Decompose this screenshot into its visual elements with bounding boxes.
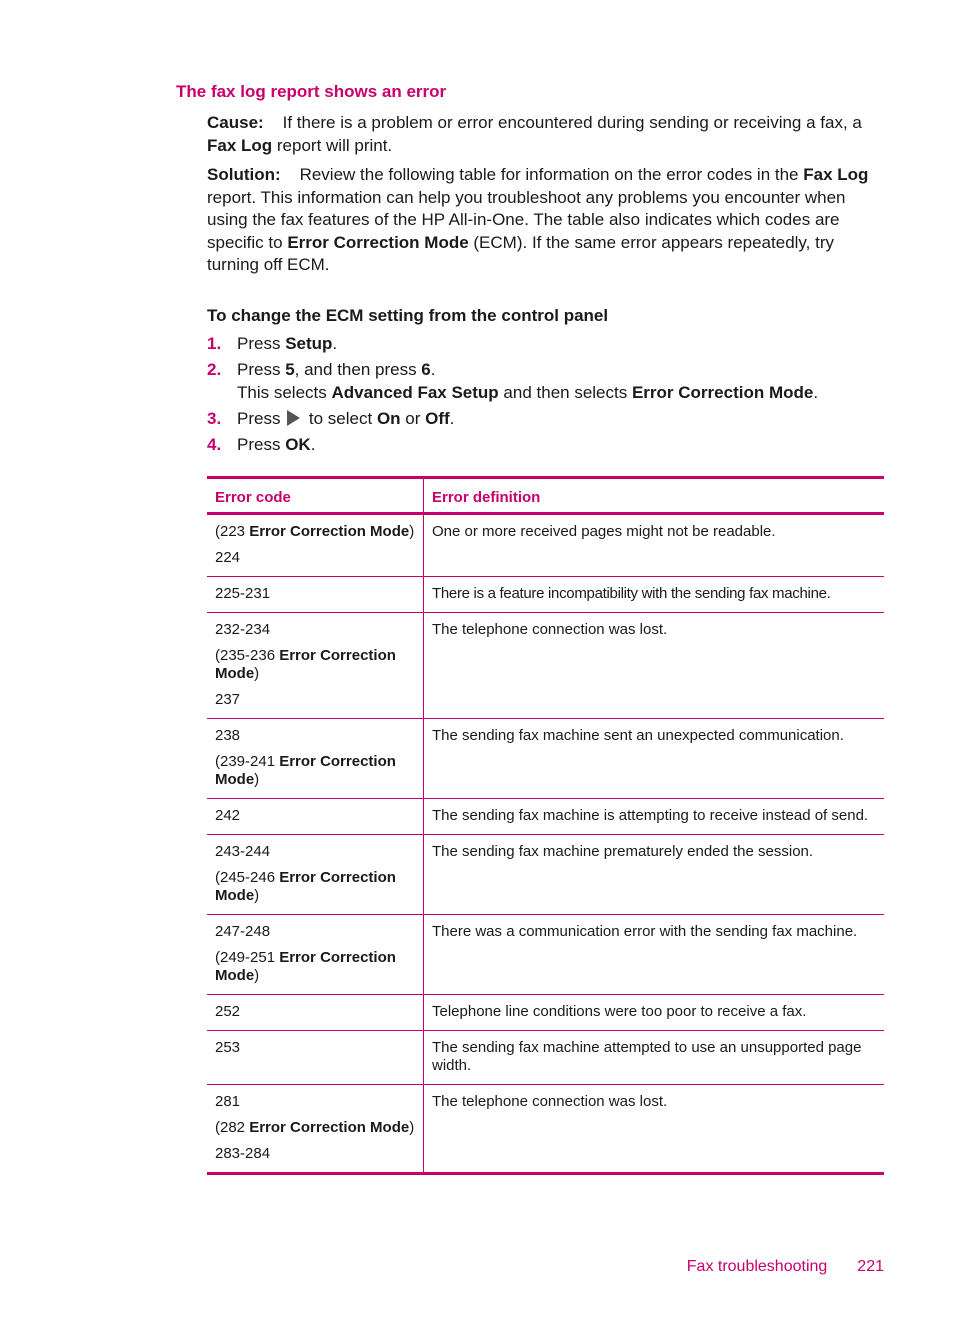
step-number: 4. (207, 435, 222, 454)
step-4 (207, 433, 885, 456)
error-code-cell (207, 799, 424, 835)
step-number: 3. (207, 409, 222, 428)
step-text: Press (237, 435, 286, 454)
step-text: . (449, 409, 455, 428)
page-number: 221 (857, 1258, 884, 1275)
error-code: 252 (215, 1003, 241, 1020)
step-text: Press (237, 409, 286, 428)
error-code: 242 (215, 807, 241, 824)
step-2 (207, 358, 885, 404)
error-code: (282 Error Correction Mode) (215, 1119, 415, 1136)
page-footer (687, 1258, 884, 1276)
code-text: (235-236 (215, 647, 280, 664)
step-bold: OK (285, 435, 311, 454)
error-code-cell (207, 514, 424, 577)
table-row (207, 1031, 884, 1085)
step-bold: On (376, 409, 401, 428)
error-definition-cell: Telephone line conditions were too poor to receive a fax. (424, 995, 885, 1031)
step-bold: 5 (285, 360, 295, 379)
error-code: (223 Error Correction Mode) (215, 523, 415, 540)
table-row (207, 577, 884, 613)
table-row (207, 613, 884, 719)
error-definition-cell: The sending fax machine is attempting to receive instead of send. (424, 799, 885, 835)
step-text: Press (237, 334, 286, 353)
step-bold: Error Correction Mode (631, 383, 814, 402)
ecm-label: Error Correction Mode (249, 523, 410, 540)
error-code: 237 (215, 691, 241, 708)
step-text: . (813, 383, 819, 402)
error-code-cell (207, 719, 424, 799)
column-header-error-definition: Error definition (424, 478, 885, 514)
error-code-cell (207, 995, 424, 1031)
error-code: 253 (215, 1039, 241, 1056)
error-code: 232-234 (215, 621, 271, 638)
error-definition-cell: The telephone connection was lost. (432, 1093, 668, 1110)
solution-bold-ecm: Error Correction Mode (287, 232, 469, 252)
error-code-cell (207, 613, 424, 719)
cause-text-end: report will print. (272, 135, 393, 155)
step-1 (207, 332, 885, 355)
step-text: Press (237, 360, 286, 379)
error-code: (245-246 Error Correction Mode) (215, 869, 396, 904)
solution-text: Review the following table for information on the error codes in the (299, 165, 804, 184)
code-text: (239-241 (215, 753, 280, 770)
error-code: 224 (215, 549, 241, 566)
code-text: (245-246 (215, 869, 280, 886)
ecm-label: Error Correction Mode (215, 949, 396, 984)
step-text: or (400, 409, 426, 428)
ecm-label: Error Correction Mode (249, 1119, 410, 1136)
error-code: 281 (215, 1093, 241, 1110)
step-bold: Setup (285, 334, 333, 353)
step-bold: Advanced Fax Setup (331, 383, 499, 402)
error-code: 283-284 (215, 1145, 271, 1162)
error-code: (239-241 Error Correction Mode) (215, 753, 396, 788)
error-code: 247-248 (215, 923, 271, 940)
table-row (207, 835, 884, 915)
cause-paragraph (207, 112, 885, 157)
table-row (207, 915, 884, 995)
cause-text: If there is a problem or error encountered during sending or receiving a fax, a (282, 113, 862, 132)
column-header-error-code: Error code (207, 478, 424, 514)
error-code-cell (207, 1031, 424, 1085)
error-definition-cell: The sending fax machine prematurely ended the session. (424, 835, 885, 915)
table-row (207, 995, 884, 1031)
error-code-cell (207, 835, 424, 915)
right-arrow-icon (287, 410, 300, 426)
ecm-label: Error Correction Mode (215, 869, 396, 904)
step-text: and then selects (498, 383, 632, 402)
solution-text-end: (ECM). If the same error appears repeatedly, try turning off ECM. (207, 232, 834, 274)
error-code: (249-251 Error Correction Mode) (215, 949, 396, 984)
step-bold: 6 (421, 360, 431, 379)
table-header-row (207, 478, 884, 514)
step-text: , and then press (294, 360, 422, 379)
table-row (207, 1085, 884, 1174)
step-text: This selects (237, 383, 332, 402)
code-text: (223 (215, 523, 250, 540)
step-bold: Off (425, 409, 450, 428)
error-code: (235-236 Error Correction Mode) (215, 647, 396, 682)
ecm-label: Error Correction Mode (215, 753, 396, 788)
error-code-cell (207, 915, 424, 995)
error-definition-cell: The sending fax machine sent an unexpected communication. (424, 719, 885, 799)
procedure-title: To change the ECM setting from the control panel (207, 306, 609, 325)
footer-section-title: Fax troubleshooting (686, 1258, 828, 1275)
error-code-cell (207, 1085, 424, 1174)
code-text: (249-251 (215, 949, 280, 966)
solution-paragraph (207, 164, 885, 277)
step-number: 2. (207, 360, 222, 379)
error-code-cell (207, 577, 424, 613)
solution-label: Solution: (207, 165, 281, 184)
step-3 (207, 407, 885, 430)
error-definition-cell: There is a feature incompatibility with the sending fax machine. (424, 577, 885, 613)
procedure-steps (207, 332, 885, 459)
error-code-table (207, 476, 884, 1175)
section-heading: The fax log report shows an error (176, 82, 447, 101)
cause-label: Cause: (207, 113, 264, 132)
solution-text-mid: report. This information can help you troubleshoot any problems you encounter when using the fax features of the HP All-in-One. The table also indicates which codes are specific to (207, 187, 846, 252)
table-row (207, 719, 884, 799)
error-definition-cell: There was a communication error with the sending fax machine. (424, 915, 885, 995)
error-code: 238 (215, 727, 241, 744)
step-text: . (310, 435, 316, 454)
error-definition-cell: The telephone connection was lost. (424, 613, 885, 719)
step-text: to select (304, 409, 377, 428)
table-row (207, 799, 884, 835)
error-definition-cell: One or more received pages might not be readable. (424, 514, 885, 577)
ecm-label: Error Correction Mode (215, 647, 396, 682)
code-text: (282 (215, 1119, 250, 1136)
step-text: . (430, 360, 436, 379)
table-row (207, 514, 884, 577)
error-code: 243-244 (215, 843, 271, 860)
step-text: . (332, 334, 338, 353)
error-code: 225-231 (215, 585, 271, 602)
cause-bold: Fax Log (207, 135, 273, 155)
solution-bold-fax-log: Fax Log (803, 165, 869, 184)
error-definition-cell: The sending fax machine attempted to use an unsupported page width. (424, 1031, 885, 1085)
step-number: 1. (207, 334, 222, 353)
